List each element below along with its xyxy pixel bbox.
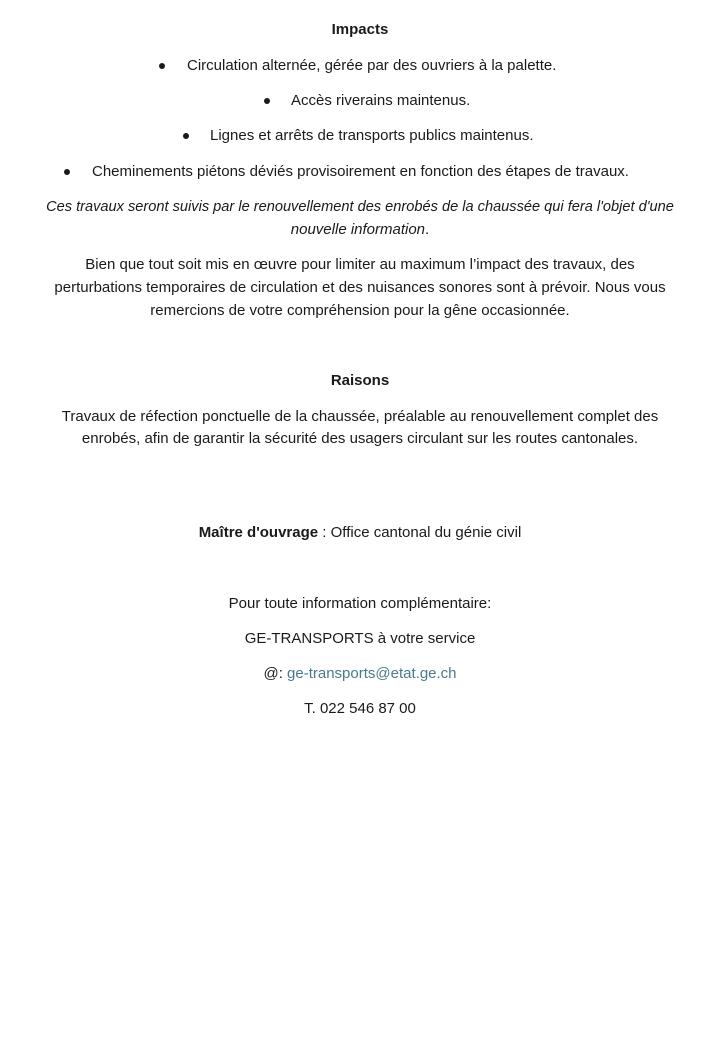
impacts-heading: Impacts [331,21,389,38]
contact-service: GE-TRANSPORTS à votre service [244,630,476,647]
bullet-text: Accès riverains maintenus. [291,92,471,109]
italic-note-end: nouvelle information [290,221,426,238]
list-item [63,161,703,183]
contact-intro: Pour toute information complémentaire: [228,595,492,612]
contact-email-line [0,663,720,685]
list-item [158,55,598,77]
bullet-dot-icon [183,133,189,139]
raisons-line: enrobés, afin de garantir la sécurité des usagers circulant sur les routes cantonales. [81,430,639,447]
italic-note-line: Ces travaux seront suivis par le renouvellement des enrobés de la chaussée qui fera l'objet d'une [46,199,674,215]
maitre-ouvrage-label: Maître d'ouvrage [198,524,319,541]
list-item [263,90,503,112]
paragraph-line: perturbations temporaires de circulation et des nuisances sonores sont à prévoir. Nous vous [54,279,666,296]
bullet-dot-icon [264,98,270,104]
list-item [182,125,582,147]
raisons-heading: Raisons [330,372,390,389]
raisons-line: Travaux de réfection ponctuelle de la chaussée, préalable au renouvellement complet des [61,408,659,425]
maitre-ouvrage [0,522,720,544]
paragraph-line: remercions de votre compréhension pour la gêne occasionnée. [150,302,570,319]
email-prefix: @: [263,665,288,682]
maitre-ouvrage-value: : Office cantonal du génie civil [318,524,522,541]
italic-note-line: nouvelle information. [290,221,430,238]
email-link[interactable]: ge-transports@etat.ge.ch [287,665,457,682]
bullet-text: Lignes et arrêts de transports publics maintenus. [210,127,534,144]
bullet-text: Cheminements piétons déviés provisoirement en fonction des étapes de travaux. [92,163,629,180]
paragraph-line: Bien que tout soit mis en œuvre pour limiter au maximum l’impact des travaux, des [85,256,635,273]
contact-phone: T. 022 546 87 00 [304,700,416,717]
bullet-dot-icon [159,63,165,69]
bullet-dot-icon [64,169,70,175]
bullet-text: Circulation alternée, gérée par des ouvriers à la palette. [187,57,557,74]
